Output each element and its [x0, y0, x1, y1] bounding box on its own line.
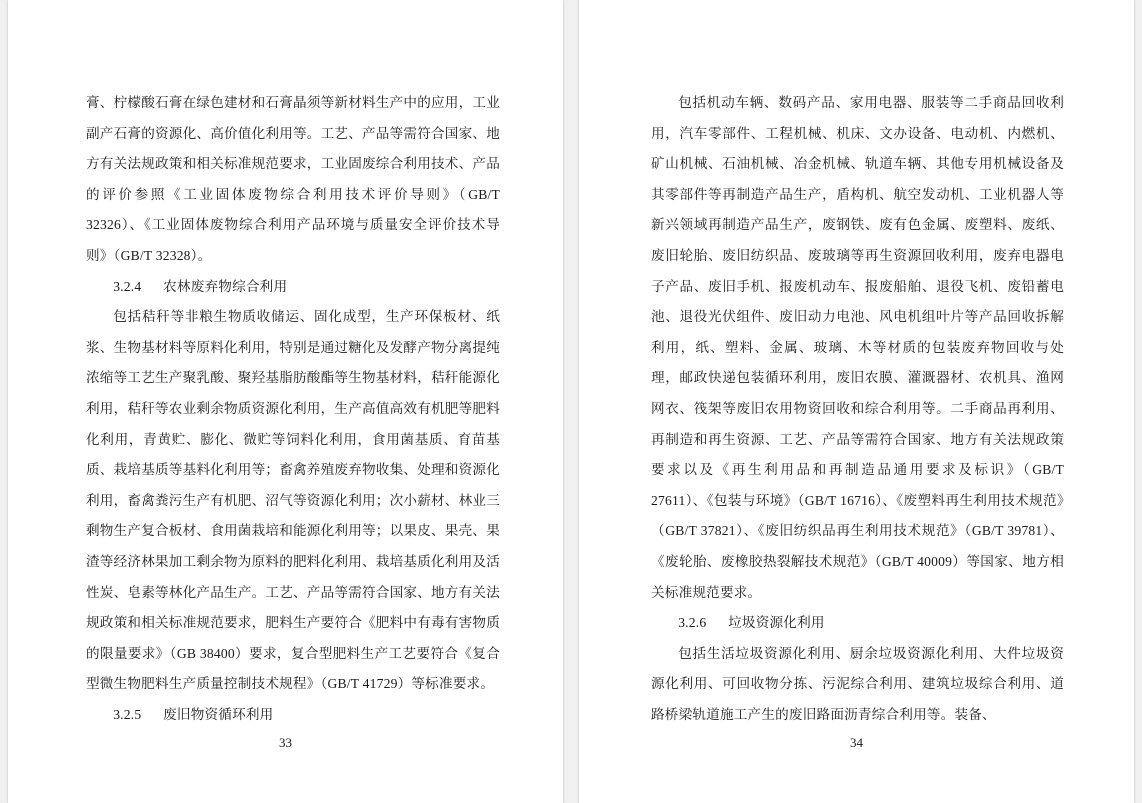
section-number: 3.2.4 — [113, 278, 142, 294]
section-heading-326 — [651, 608, 1064, 639]
section-number: 3.2.5 — [113, 706, 142, 722]
section-heading-324 — [86, 272, 500, 303]
page-content-34 — [579, 0, 1134, 803]
paragraph: 包括机动车辆、数码产品、家用电器、服装等二手商品回收利用，汽车零部件、工程机械、机床、文办设备、电动机、内燃机、矿山机械、石油机械、冶金机械、轨道车辆、其他专用机械设备及其零部件等再制造产品生产，盾构机、航空发动机、工业机器人等新兴领域再制造产品生产，废钢铁、废有色金属、废塑料、废纸、废旧轮胎、废旧纺织品、废玻璃等再生资源回收利用，废弃电器电子产品、废旧手机、报废机动车、报废船舶、退役飞机、废铅蓄电池、退役光伏组件、废旧动力电池、风电机组叶片等产品回收拆解利用，纸、塑料、金属、玻璃、木等材质的包装废弃物回收与处理，邮政快递包装循环利用，废旧农膜、灌溉器材、农机具、渔网网衣、筏架等废旧农用物资回收和综合利用等。二手商品再利用、再制造和再生资源、工艺、产品等需符合国家、地方有关法规政策要求以及《再生利用品和再制造品通用要求及标识》（GB/T 27611）、《包装与环境》（GB/T 16716）、《废塑料再生利用技术规范》（GB/T 37821）、《废旧纺织品再生利用技术规范》（GB/T 39781）、《废轮胎、废橡胶热裂解技术规范》（GB/T 40009）等国家、地方相关标准规范要求。 — [651, 95, 1064, 600]
paragraph: 包括秸秆等非粮生物质收储运、固化成型，生产环保板材、纸浆、生物基材料等原料化利用，特别是通过糖化及发酵产物分离提纯浓缩等工艺生产聚乳酸、聚羟基脂肪酸酯等生物基材料，秸秆能源化利用，秸秆等农业剩余物质资源化利用，生产高值高效有机肥等肥料化利用，青黄贮、膨化、微贮等饲料化利用，食用菌基质、育苗基质、栽培基质等基料化利用等；畜禽养殖废弃物收集、处理和资源化利用，畜禽粪污生产有机肥、沼气等资源化利用；次小薪材、林业三剩物生产复合板材、食用菌栽培和能源化利用等；以果皮、果壳、果渣等经济林果加工剩余物为原料的肥料化利用、栽培基质化利用及活性炭、皂素等林化产品生产。工艺、产品等需符合国家、地方有关法规政策和相关标准规范要求，肥料生产要符合《肥料中有毒有害物质的限量要求》（GB 38400）要求，复合型肥料生产工艺要符合《复合型微生物肥料生产质量控制技术规程》（GB/T 41729）等标准要求。 — [86, 309, 500, 692]
section-title: 农林废弃物综合利用 — [163, 278, 288, 294]
paragraph: 包括生活垃圾资源化利用、厨余垃圾资源化利用、大件垃圾资源化利用、可回收物分拣、污泥综合利用、建筑垃圾综合利用、道路桥梁轨道施工产生的废旧路面沥青综合利用等。装备、 — [651, 645, 1064, 722]
document-page-33 — [8, 0, 563, 803]
document-page-34 — [579, 0, 1134, 803]
section-heading-325 — [86, 700, 500, 731]
page-number: 34 — [850, 735, 863, 750]
section-title: 废旧物资循环利用 — [163, 706, 274, 722]
section-number: 3.2.6 — [678, 615, 707, 631]
section-title: 垃圾资源化利用 — [728, 615, 825, 631]
paragraph: 膏、柠檬酸石膏在绿色建材和石膏晶须等新材料生产中的应用，工业副产石膏的资源化、高价值化利用等。工艺、产品等需符合国家、地方有关法规政策和相关标准规范要求，工业固废综合利用技术、产品的评价参照《工业固体废物综合利用技术评价导则》（GB/T 32326）、《工业固体废物综合利用产品环境与质量安全评价技术导则》（GB/T 32328）。 — [86, 95, 500, 263]
page-content-33 — [8, 0, 563, 803]
page-number: 33 — [279, 735, 292, 750]
